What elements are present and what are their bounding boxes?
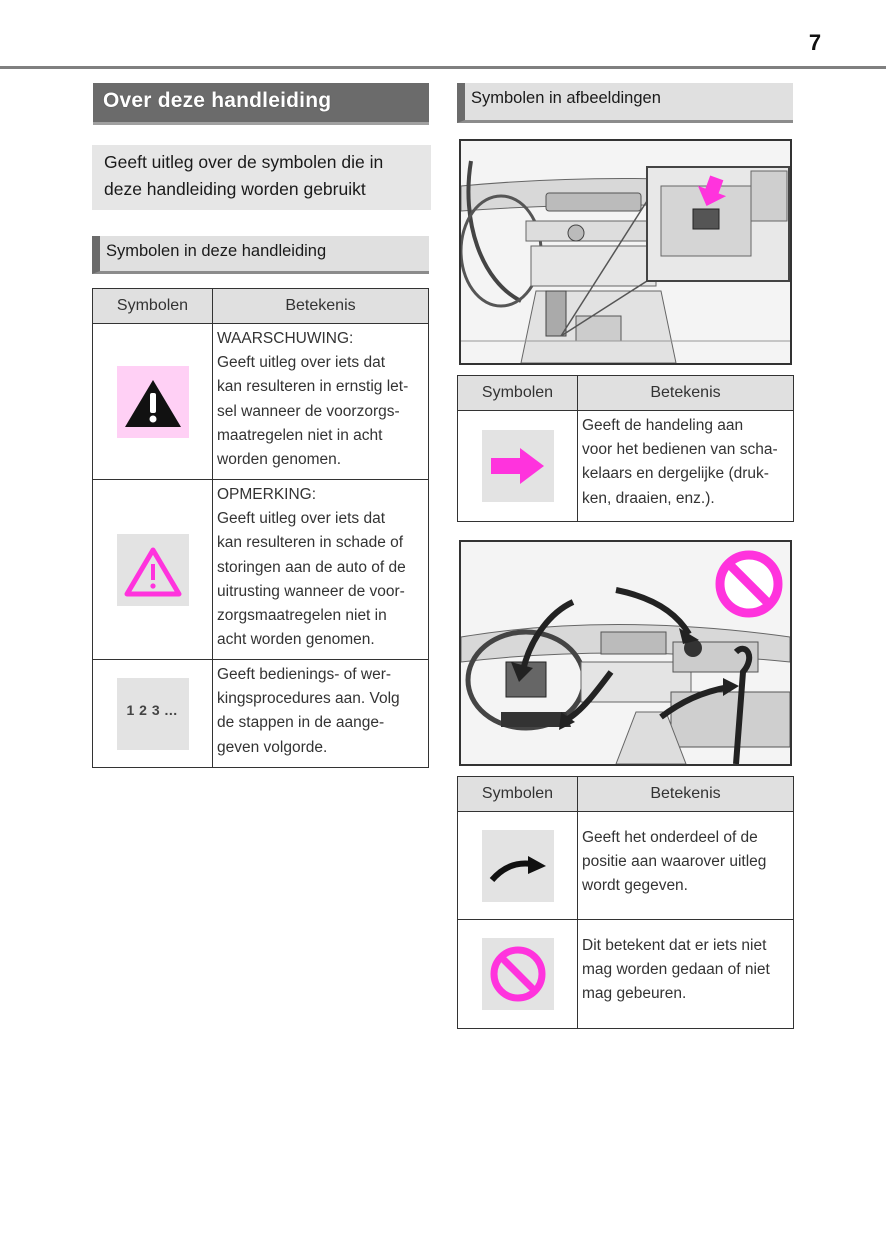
subheader-symbols-manual-label: Symbolen in deze handleiding [106,242,327,260]
caution-triangle-icon [117,534,189,606]
interior-illustration-prohibited [459,540,792,766]
subheader-symbols-illustrations-label: Symbolen in afbeeldingen [471,89,661,107]
page-number: 7 [808,30,822,55]
column-header-symbols: Symbolen [458,376,578,411]
row-text-prohibited: Dit betekent dat er iets niet mag worden gedaan of niet mag gebeuren. [578,920,794,1029]
column-header-meaning: Betekenis [578,376,794,411]
intro-text: Geeft uitleg over de symbolen die in deze handleiding worden gebruikt [104,152,384,199]
prohibited-icon [482,938,554,1010]
symbols-table-illustrations-1 [457,375,794,522]
curved-arrow-icon [482,830,554,902]
pink-arrow-icon [482,430,554,502]
table-row [458,920,794,1029]
symbols-table-manual [92,288,429,768]
table-row [93,660,429,768]
intro-box [92,145,431,210]
dashboard-illustration-switch [459,139,792,365]
column-header-symbols: Symbolen [93,289,213,324]
row-text-pointer: Geeft het onderdeel of de positie aan waarover uitleg wordt gegeven. [578,812,794,920]
section-title: Over deze handleiding [103,89,332,112]
subheader-symbols-manual [92,236,429,274]
column-header-meaning: Betekenis [213,289,429,324]
section-title-bar [93,83,429,125]
table-row [93,324,429,480]
table-row [458,812,794,920]
subheader-symbols-illustrations [457,83,793,123]
step-numbers-icon [117,678,189,750]
row-text-steps: Geeft bedienings- of wer- kingsprocedures aan. Volg de stappen in de aange- geven volgorde. [213,660,429,768]
column-header-meaning: Betekenis [578,777,794,812]
row-text-operation: Geeft de handeling aan voor het bedienen van scha- kelaars en dergelijke (druk- ken, draaien, enz.). [578,411,794,522]
warning-triangle-icon [117,366,189,438]
row-text-warning: WAARSCHUWING: Geeft uitleg over iets dat kan resulteren in ernstig let- sel wanneer de voorzorgs- maatregelen niet in acht worden genomen. [213,324,429,480]
symbols-table-illustrations-2 [457,776,794,1029]
table-row [93,480,429,660]
column-header-symbols: Symbolen [458,777,578,812]
table-row [458,411,794,522]
row-text-caution: OPMERKING: Geeft uitleg over iets dat kan resulteren in schade of storingen aan de auto of de uitrusting wanneer de voor- zorgsmaatregelen niet in acht worden genomen. [213,480,429,660]
step-numbers-label: 1 2 3 ... [126,701,178,718]
top-divider [0,66,886,69]
